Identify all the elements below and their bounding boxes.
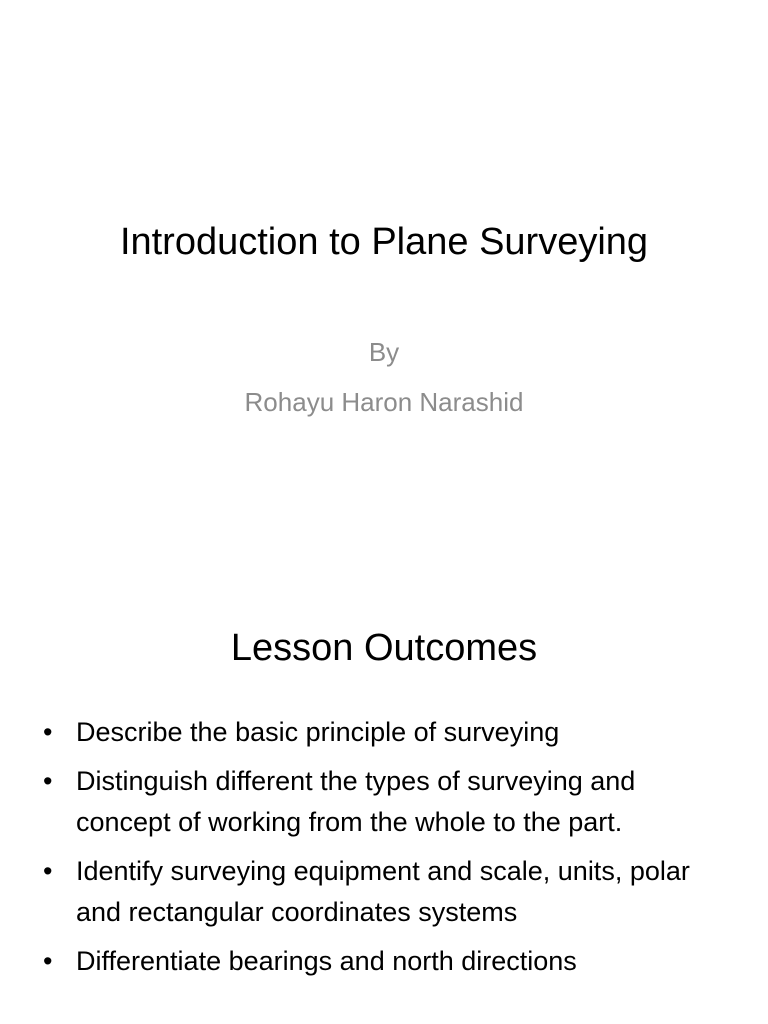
bullet-text: Describe the basic principle of surveying bbox=[76, 717, 560, 747]
subtitle-author: Rohayu Haron Narashid bbox=[244, 387, 524, 417]
bullet-text: Differentiate bearings and north directions bbox=[76, 946, 577, 976]
list-item bbox=[0, 851, 768, 933]
bullet-icon: • bbox=[43, 946, 53, 976]
list-item bbox=[0, 761, 768, 843]
lesson-outcomes-slide bbox=[0, 576, 768, 1024]
bullet-icon: • bbox=[43, 717, 53, 747]
bullet-list bbox=[0, 712, 768, 990]
bullet-text: Identify surveying equipment and scale, units, polar and rectangular coordinates systems bbox=[76, 856, 690, 927]
slide-title: Introduction to Plane Surveying bbox=[119, 221, 649, 263]
bullet-text: Distinguish different the types of surveying and concept of working from the whole to the part. bbox=[76, 766, 636, 837]
list-item bbox=[0, 712, 768, 753]
bullet-icon: • bbox=[43, 766, 53, 796]
list-item bbox=[0, 941, 768, 982]
bullet-icon: • bbox=[43, 856, 53, 886]
slide-title: Lesson Outcomes bbox=[230, 627, 538, 669]
subtitle-by: By bbox=[368, 337, 400, 367]
slide-subtitle bbox=[0, 334, 768, 434]
